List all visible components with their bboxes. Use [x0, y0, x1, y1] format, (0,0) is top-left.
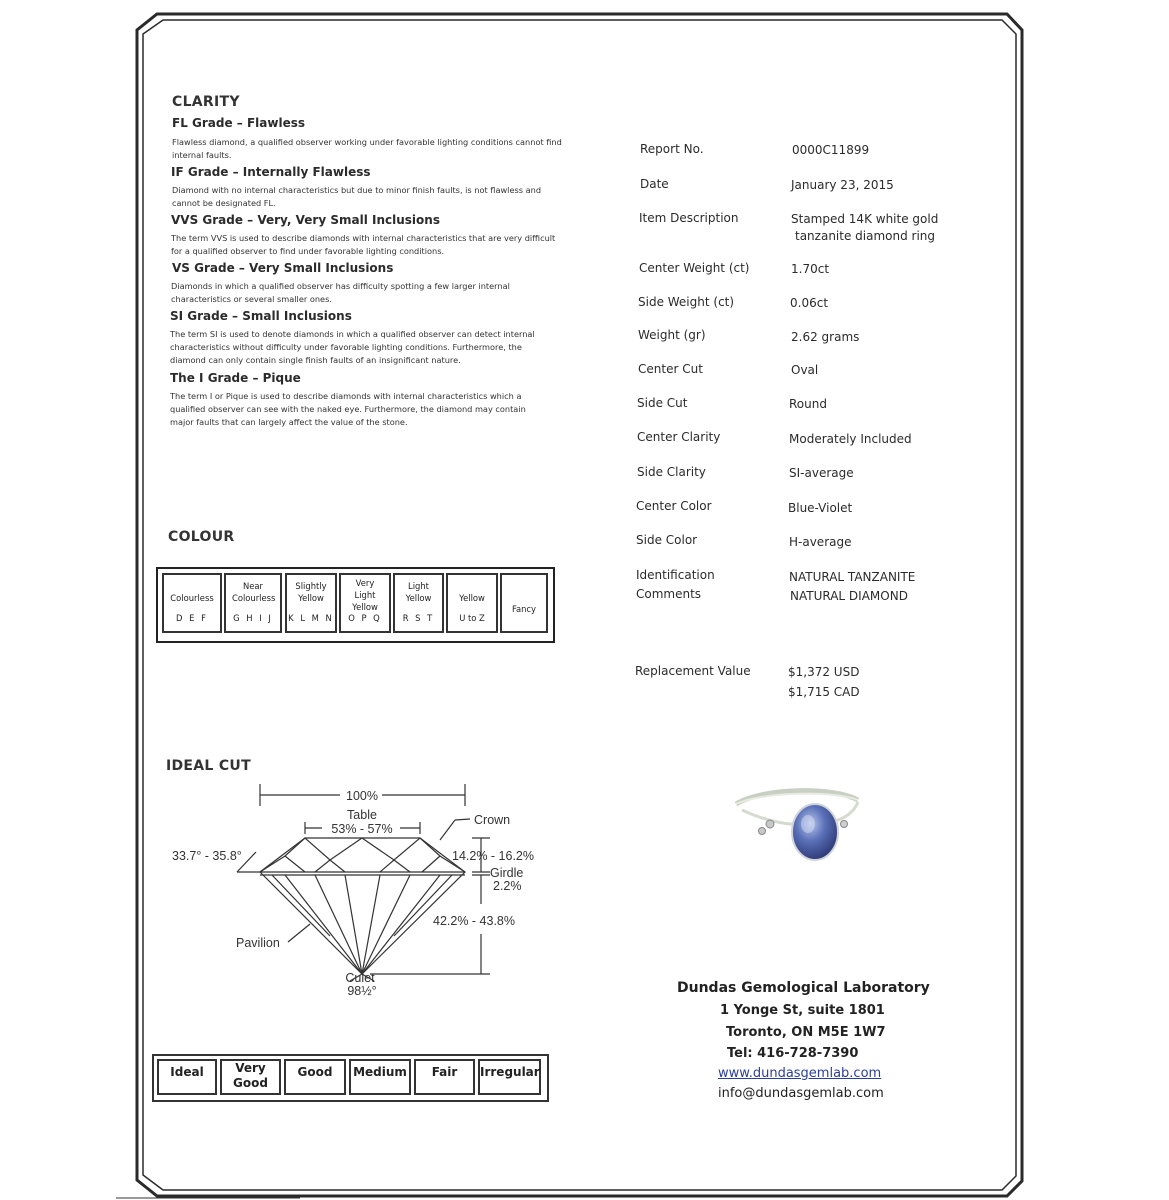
colour-cell-name: Slightly Yellow	[295, 581, 327, 603]
report-value-replacement-usd: $1,372 USD	[788, 665, 860, 679]
grade-title-vvs: VVS Grade – Very, Very Small Inclusions	[171, 213, 440, 227]
cut-pavilion-depth: 42.2% - 43.8%	[433, 914, 515, 928]
report-label-side-color: Side Color	[636, 533, 698, 547]
cut-table-label: Table	[347, 808, 377, 822]
grade-title-fl: FL Grade – Flawless	[172, 116, 306, 130]
grade-desc-si: The term SI is used to denote diamonds in which a qualified observer can detect internal characteristics without difficulty under favorable lighting conditions. Furthermore, the diamond can only contain single finish faults of an insignificant nature.	[170, 329, 535, 365]
cut-culet-pct: 98½°	[347, 984, 377, 998]
ideal-cut-heading: IDEAL CUT	[166, 758, 251, 774]
lab-website-link[interactable]: www.dundasgemlab.com	[718, 1066, 882, 1081]
lab-address-line-1: 1 Yonge St, suite 1801	[720, 1003, 885, 1018]
report-value-center-color: Blue-Violet	[788, 501, 853, 515]
cut-grade-medium: Medium	[349, 1059, 411, 1095]
report-label-identification: Identification	[636, 568, 715, 582]
grade-title-if: IF Grade – Internally Flawless	[171, 165, 371, 179]
cut-grade-good: Good	[284, 1059, 346, 1095]
report-label-weight: Weight (gr)	[638, 328, 706, 342]
colour-cell-grades: G H I J	[233, 613, 273, 623]
cut-girdle-label: Girdle	[490, 866, 524, 880]
colour-cell-name: Fancy	[511, 604, 537, 614]
report-value-side-weight: 0.06ct	[790, 296, 829, 310]
colour-cell-light-yellow	[393, 573, 444, 633]
report-value-side-clarity: SI-average	[789, 466, 854, 480]
report-value-item-description: Stamped 14K white gold	[791, 212, 939, 226]
report-value-number: 0000C11899	[792, 143, 870, 157]
colour-cell-name: Yellow	[459, 593, 485, 603]
report-value-comments: NATURAL DIAMOND	[790, 589, 908, 603]
cut-grade-very-good: Very Good	[220, 1059, 281, 1095]
grade-desc-vs: Diamonds in which a qualified observer has difficulty spotting a few larger internal characteristics or several smaller ones.	[171, 281, 510, 304]
report-value-side-color: H-average	[789, 535, 852, 549]
grade-title-i: The I Grade – Pique	[170, 371, 301, 385]
report-label-center-color: Center Color	[636, 499, 712, 513]
lab-phone: Tel: 416-728-7390	[727, 1046, 859, 1061]
colour-cell-name: Colourless	[170, 593, 214, 603]
colour-cell-name: Light Yellow	[405, 581, 432, 603]
cut-grade-table	[152, 1054, 549, 1102]
report-value-weight: 2.62 grams	[791, 330, 860, 344]
report-value-identification: NATURAL TANZANITE	[789, 570, 916, 584]
report-value-center-weight: 1.70ct	[791, 262, 830, 276]
cut-culet-label: Culet	[345, 971, 375, 985]
report-label-side-clarity: Side Clarity	[637, 465, 706, 479]
grade-desc-vvs: The term VVS is used to describe diamonds with internal characteristics that are very difficult for a qualified observer to find under favorable lighting conditions.	[171, 233, 556, 256]
colour-cell-grades: D E F	[176, 613, 208, 623]
colour-cell-very-light-yellow	[339, 573, 391, 633]
grade-desc-fl: Flawless diamond, a qualified observer working under favorable lighting conditions cannot find internal faults.	[172, 137, 562, 160]
ring-photo	[722, 782, 867, 894]
colour-cell-grades: U to Z	[459, 613, 485, 623]
report-value-center-cut: Oval	[791, 363, 819, 377]
colour-cell-grades: K L M N	[288, 613, 334, 623]
grade-desc-if: Diamond with no internal characteristics but due to minor finish faults, is not flawless and cannot be designated FL.	[172, 185, 542, 208]
report-value-item-description-2: tanzanite diamond ring	[795, 229, 936, 243]
cut-crown-height: 14.2% - 16.2%	[452, 849, 534, 863]
diamond-cut-diagram	[160, 776, 560, 1006]
grade-title-si: SI Grade – Small Inclusions	[170, 309, 352, 323]
colour-scale-table	[156, 567, 555, 643]
report-label-side-weight: Side Weight (ct)	[638, 295, 735, 309]
cut-girdle-pct: 2.2%	[493, 879, 522, 893]
report-label-replacement: Replacement Value	[635, 664, 751, 678]
clarity-heading: CLARITY	[172, 94, 240, 110]
report-label-center-weight: Center Weight (ct)	[639, 261, 750, 275]
cut-grade-ideal: Ideal	[157, 1059, 217, 1095]
colour-cell-slightly-yellow	[285, 573, 337, 633]
report-label-item-description: Item Description	[639, 211, 739, 225]
report-value-date: January 23, 2015	[791, 178, 894, 192]
colour-cell-colourless	[162, 573, 222, 633]
lab-name: Dundas Gemological Laboratory	[677, 980, 930, 996]
report-label-number: Report No.	[640, 142, 704, 156]
colour-cell-grades: R S T	[402, 613, 435, 623]
grade-title-vs: VS Grade – Very Small Inclusions	[172, 261, 394, 275]
cut-pavilion-label: Pavilion	[236, 936, 280, 950]
cut-crown-angle: 33.7° - 35.8°	[172, 849, 242, 863]
cut-table-range: 53% - 57%	[331, 822, 393, 836]
report-value-side-cut: Round	[789, 397, 827, 411]
report-value-center-clarity: Moderately Included	[789, 432, 912, 446]
report-value-replacement-cad: $1,715 CAD	[788, 685, 860, 699]
cut-grade-irregular: Irregular	[478, 1059, 541, 1095]
report-label-side-cut: Side Cut	[637, 396, 688, 410]
report-label-comments: Comments	[636, 587, 702, 601]
colour-cell-fancy	[500, 573, 548, 633]
colour-cell-grades: O P Q	[348, 613, 382, 623]
cut-grade-fair: Fair	[414, 1059, 475, 1095]
lab-address-line-2: Toronto, ON M5E 1W7	[726, 1025, 886, 1040]
colour-cell-near-colourless	[224, 573, 282, 633]
colour-cell-yellow	[446, 573, 498, 633]
report-label-center-cut: Center Cut	[638, 362, 703, 376]
lab-email[interactable]: info@dundasgemlab.com	[718, 1086, 884, 1101]
cut-crown-label: Crown	[474, 813, 511, 827]
colour-cell-name: Near Colourless	[232, 581, 276, 603]
colour-heading: COLOUR	[168, 529, 235, 545]
report-label-date: Date	[640, 177, 669, 191]
report-label-center-clarity: Center Clarity	[637, 430, 721, 444]
colour-cell-name: Very Light Yellow	[352, 578, 378, 612]
grade-desc-i: The term I or Pique is used to describe diamonds with internal characteristics which a qualified observer can see with the naked eye. Furthermore, the diamond may contain major faults that can largely affect the value of the stone.	[170, 391, 526, 427]
cut-total-label: 100%	[346, 789, 378, 803]
